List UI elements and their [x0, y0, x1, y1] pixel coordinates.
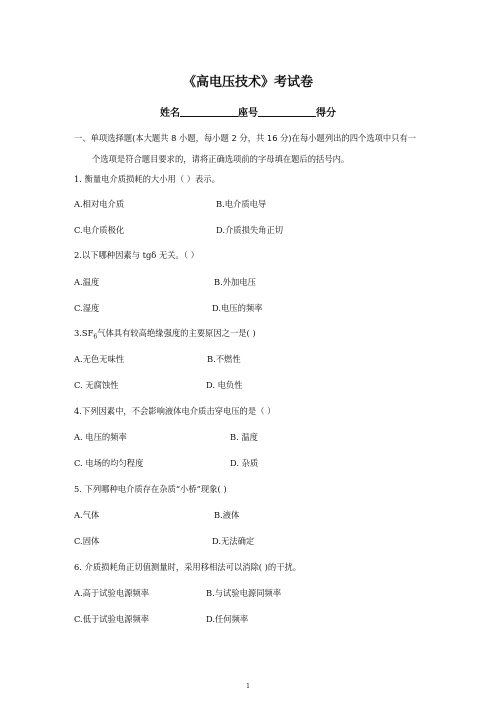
- page-number: 1: [246, 683, 250, 690]
- q5-option-a: A.气体: [74, 510, 100, 520]
- q3-option-a: A.无色无味性: [74, 354, 125, 364]
- section-instructions: [74, 128, 434, 170]
- q5-option-d: D.无法确定: [212, 536, 255, 546]
- q5-option-c: C.固体: [74, 536, 100, 546]
- q1-option-c: C.电介质极化: [74, 225, 125, 235]
- q3-option-b: B.不燃性: [207, 354, 241, 364]
- q2-option-c: C.湿度: [74, 303, 100, 313]
- name-blank: [180, 106, 238, 117]
- q2-option-a: A.温度: [74, 277, 100, 287]
- question-1: 1. 衡量电介质损耗的大小用（ ）表示。: [74, 174, 220, 184]
- q3-option-d: D. 电负性: [206, 380, 243, 390]
- exam-title: 《高电压技术》考试卷: [182, 75, 313, 90]
- question-6: 6. 介质损耗角正切值测量时，采用移相法可以消除( )的干扰。: [74, 562, 302, 572]
- question-5: 5. 下列哪种电介质存在杂质“小桥”现象( ): [74, 484, 227, 494]
- name-label: 姓名: [160, 108, 180, 119]
- q2-option-d: D.电压的频率: [212, 303, 263, 313]
- q6-option-a: A.高于试验电源频率: [74, 588, 150, 598]
- q2-option-b: B.外加电压: [214, 277, 256, 287]
- q4-option-a: A. 电压的频率: [74, 432, 127, 442]
- q3-text-post: 气体具有较高绝缘强度的主要原因之一是( ): [97, 328, 256, 338]
- q4-option-b: B. 温度: [230, 432, 258, 442]
- q3-option-c: C. 无腐蚀性: [74, 380, 119, 390]
- q3-text-pre: 3.SF: [74, 328, 94, 338]
- q4-option-c: C. 电场的均匀程度: [74, 458, 144, 468]
- q4-option-d: D. 杂质: [230, 458, 259, 468]
- q1-option-d: D.介质损失角正切: [216, 225, 284, 235]
- q6-option-c: C.低于试验电源频率: [74, 614, 150, 624]
- section-heading-line2: 个选项是符合题目要求的，请将正确选项前的字母填在题后的括号内。: [92, 154, 350, 164]
- name-seat-score-line: [0, 104, 496, 119]
- score-label: 得分: [316, 108, 336, 119]
- question-3: [74, 327, 256, 341]
- question-2: 2.以下哪种因素与 tgδ 无关。（ ）: [74, 250, 199, 260]
- q6-option-b: B.与试验电源同频率: [206, 588, 282, 598]
- seat-label: 座号: [238, 108, 258, 119]
- q6-option-d: D.任何频率: [206, 614, 249, 624]
- question-4: 4.下列因素中，不会影响液体电介质击穿电压的是（ ）: [74, 406, 276, 416]
- q1-option-a: A.相对电介质: [74, 199, 125, 209]
- seat-blank: [258, 106, 316, 117]
- section-heading-line1: 一、单项选择题(本大题共 8 小题，每小题 2 分，共 16 分)在每小题列出的四个选项中只有一: [74, 133, 417, 143]
- q1-option-b: B.电介质电导: [216, 199, 267, 209]
- q5-option-b: B.液体: [214, 510, 240, 520]
- q3-text-sub: 6: [93, 333, 98, 341]
